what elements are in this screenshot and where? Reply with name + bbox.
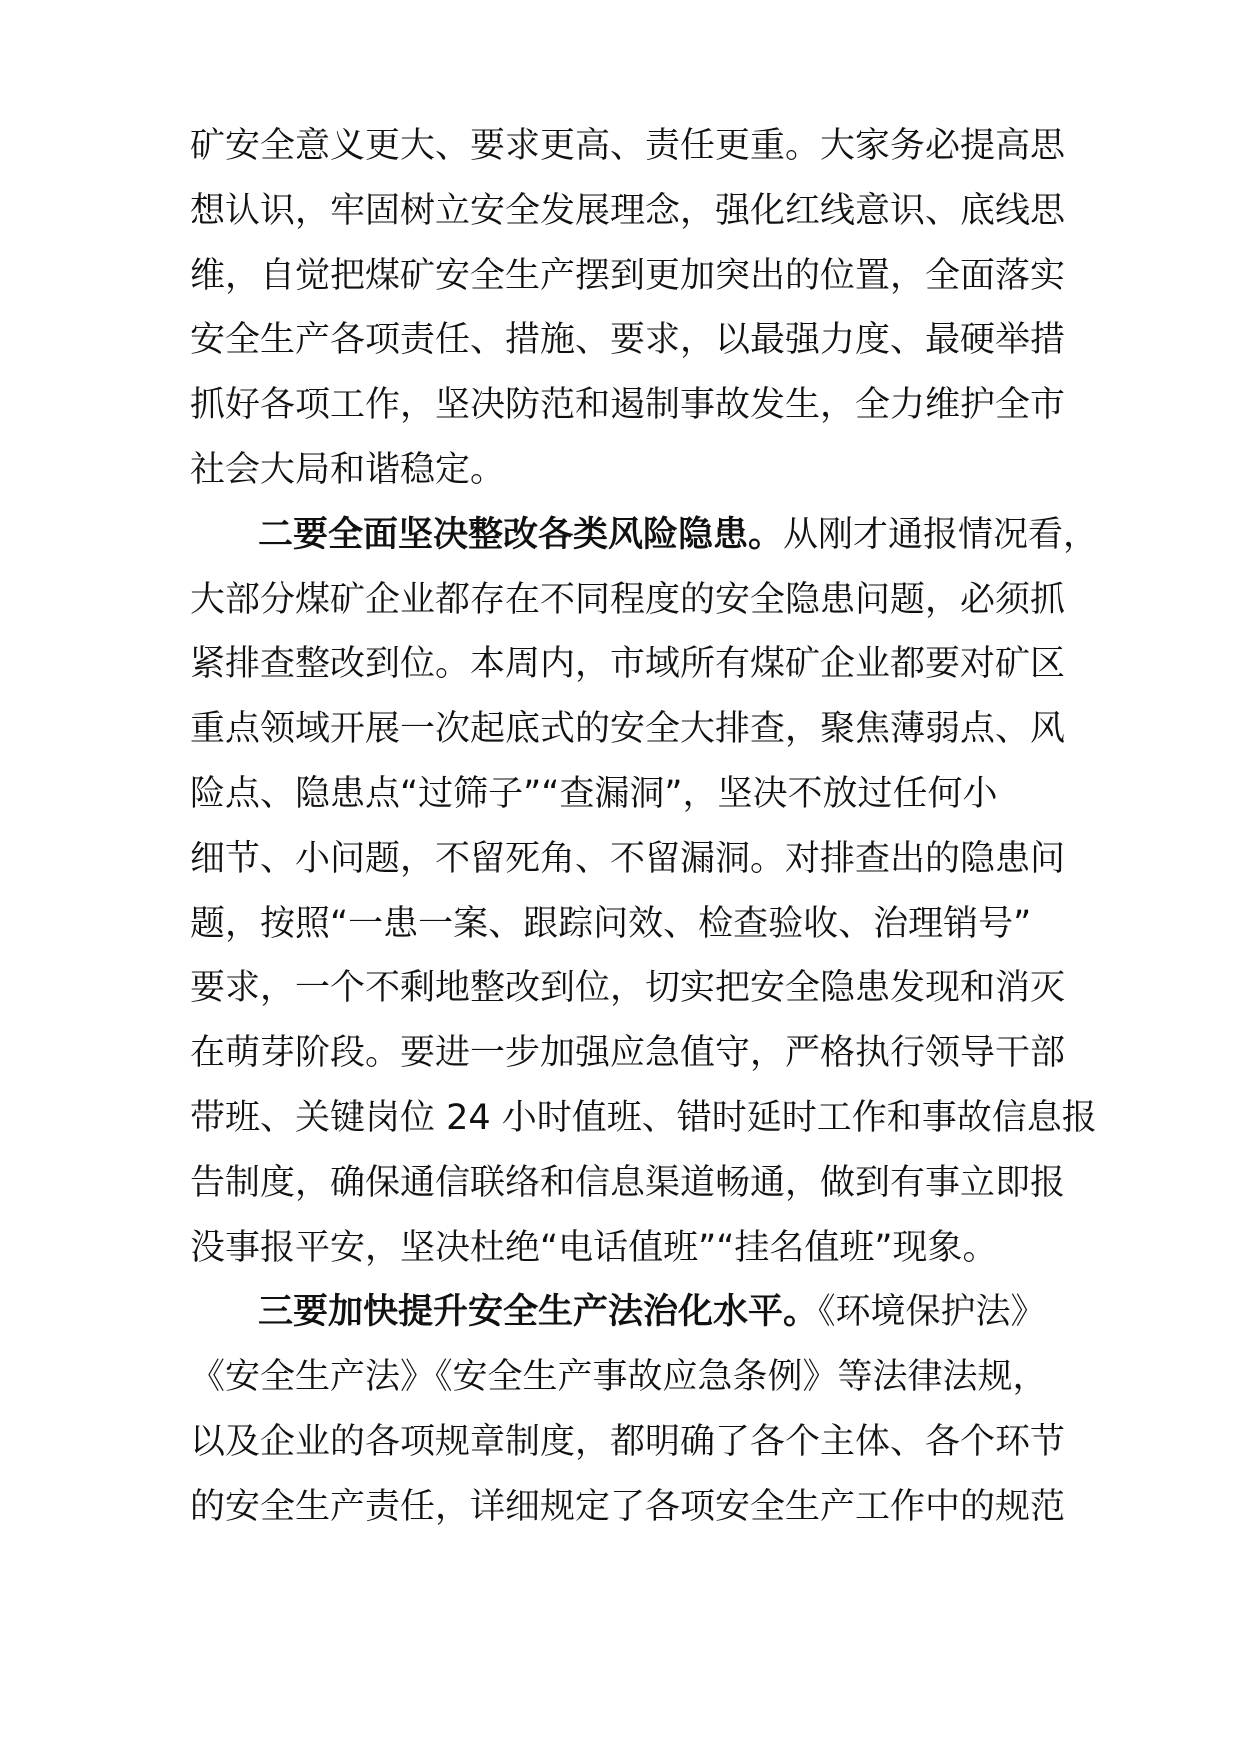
paragraph-2-line (190, 956, 1065, 1020)
body-text: 安全生产各项责任、措施、要求，以最强力度、最硬举措 (190, 320, 1066, 361)
body-text: 维，自觉把煤矿安全生产摆到更加突出的位置，全面落实 (190, 255, 1066, 296)
body-text: 从刚才通报情况看， (783, 514, 1099, 555)
body-text: 《安全生产法》《安全生产事故应急条例》等法律法规， (190, 1357, 1048, 1398)
paragraph-2-line (190, 1021, 1065, 1085)
body-text: 抓好各项工作，坚决防范和遏制事故发生，全力维护全市 (190, 385, 1066, 426)
paragraph-1-line (190, 114, 1065, 178)
body-text: 紧排查整改到位。本周内，市域所有煤矿企业都要对矿区 (190, 644, 1066, 685)
paragraph-1-line (190, 308, 1065, 372)
body-text: 要求，一个不剩地整改到位，切实把安全隐患发现和消灭 (190, 968, 1066, 1009)
paragraph-3-line (258, 1280, 1046, 1344)
paragraph-2-line (190, 1216, 998, 1280)
paragraph-1-line (190, 244, 1065, 308)
paragraph-1-line (190, 438, 505, 502)
body-text: 社会大局和谐稳定。 (190, 450, 506, 490)
paragraph-2-line (190, 697, 1065, 761)
body-text: 细节、小问题，不留死角、不留漏洞。对排查出的隐患问 (190, 838, 1066, 879)
body-text: 矿安全意义更大、要求更高、责任更重。大家务必提高思 (190, 126, 1066, 166)
body-text: 带班、关键岗位 24 小时值班、错时延时工作和事故信息报 (190, 1098, 1097, 1138)
paragraph-3-line (190, 1410, 1065, 1474)
bold-heading-text: 二要全面坚决整改各类风险隐患。 (258, 514, 784, 555)
body-text: 题，按照“一患一案、跟踪问效、检查验收、治理销号” (190, 903, 1032, 944)
body-text: 的安全生产责任，详细规定了各项安全生产工作中的规范 (190, 1486, 1066, 1527)
body-text: 大部分煤矿企业都存在不同程度的安全隐患问题，必须抓 (190, 579, 1066, 620)
body-text: 告制度，确保通信联络和信息渠道畅通，做到有事立即报 (190, 1162, 1066, 1203)
paragraph-1-line (190, 179, 1065, 243)
body-text: 没事报平安，坚决杜绝“电话值班”“挂名值班”现象。 (190, 1227, 998, 1268)
paragraph-2-line (258, 503, 1098, 567)
body-text: 《环境保护法》 (818, 1292, 1046, 1333)
body-text: 险点、隐患点“过筛子”“查漏洞”，坚决不放过任何小 (190, 774, 998, 814)
paragraph-1-line (190, 373, 1065, 437)
paragraph-2-line (190, 1151, 1065, 1215)
paragraph-3-line (190, 1475, 1065, 1539)
paragraph-2-line (190, 762, 998, 826)
paragraph-2-line (190, 892, 1031, 956)
body-text: 以及企业的各项规章制度，都明确了各个主体、各个环节 (190, 1422, 1066, 1462)
paragraph-2-line (190, 568, 1065, 632)
bold-heading-text: 三要加快提升安全生产法治化水平。 (258, 1292, 819, 1333)
paragraph-3-line (190, 1345, 1048, 1409)
body-text: 重点领域开展一次起底式的安全大排查，聚焦薄弱点、风 (190, 709, 1066, 750)
paragraph-2-line (190, 1086, 1097, 1150)
body-text: 在萌芽阶段。要进一步加强应急值守，严格执行领导干部 (190, 1033, 1066, 1074)
paragraph-2-line (190, 632, 1065, 696)
paragraph-2-line (190, 827, 1065, 891)
body-text: 想认识，牢固树立安全发展理念，强化红线意识、底线思 (190, 190, 1066, 231)
